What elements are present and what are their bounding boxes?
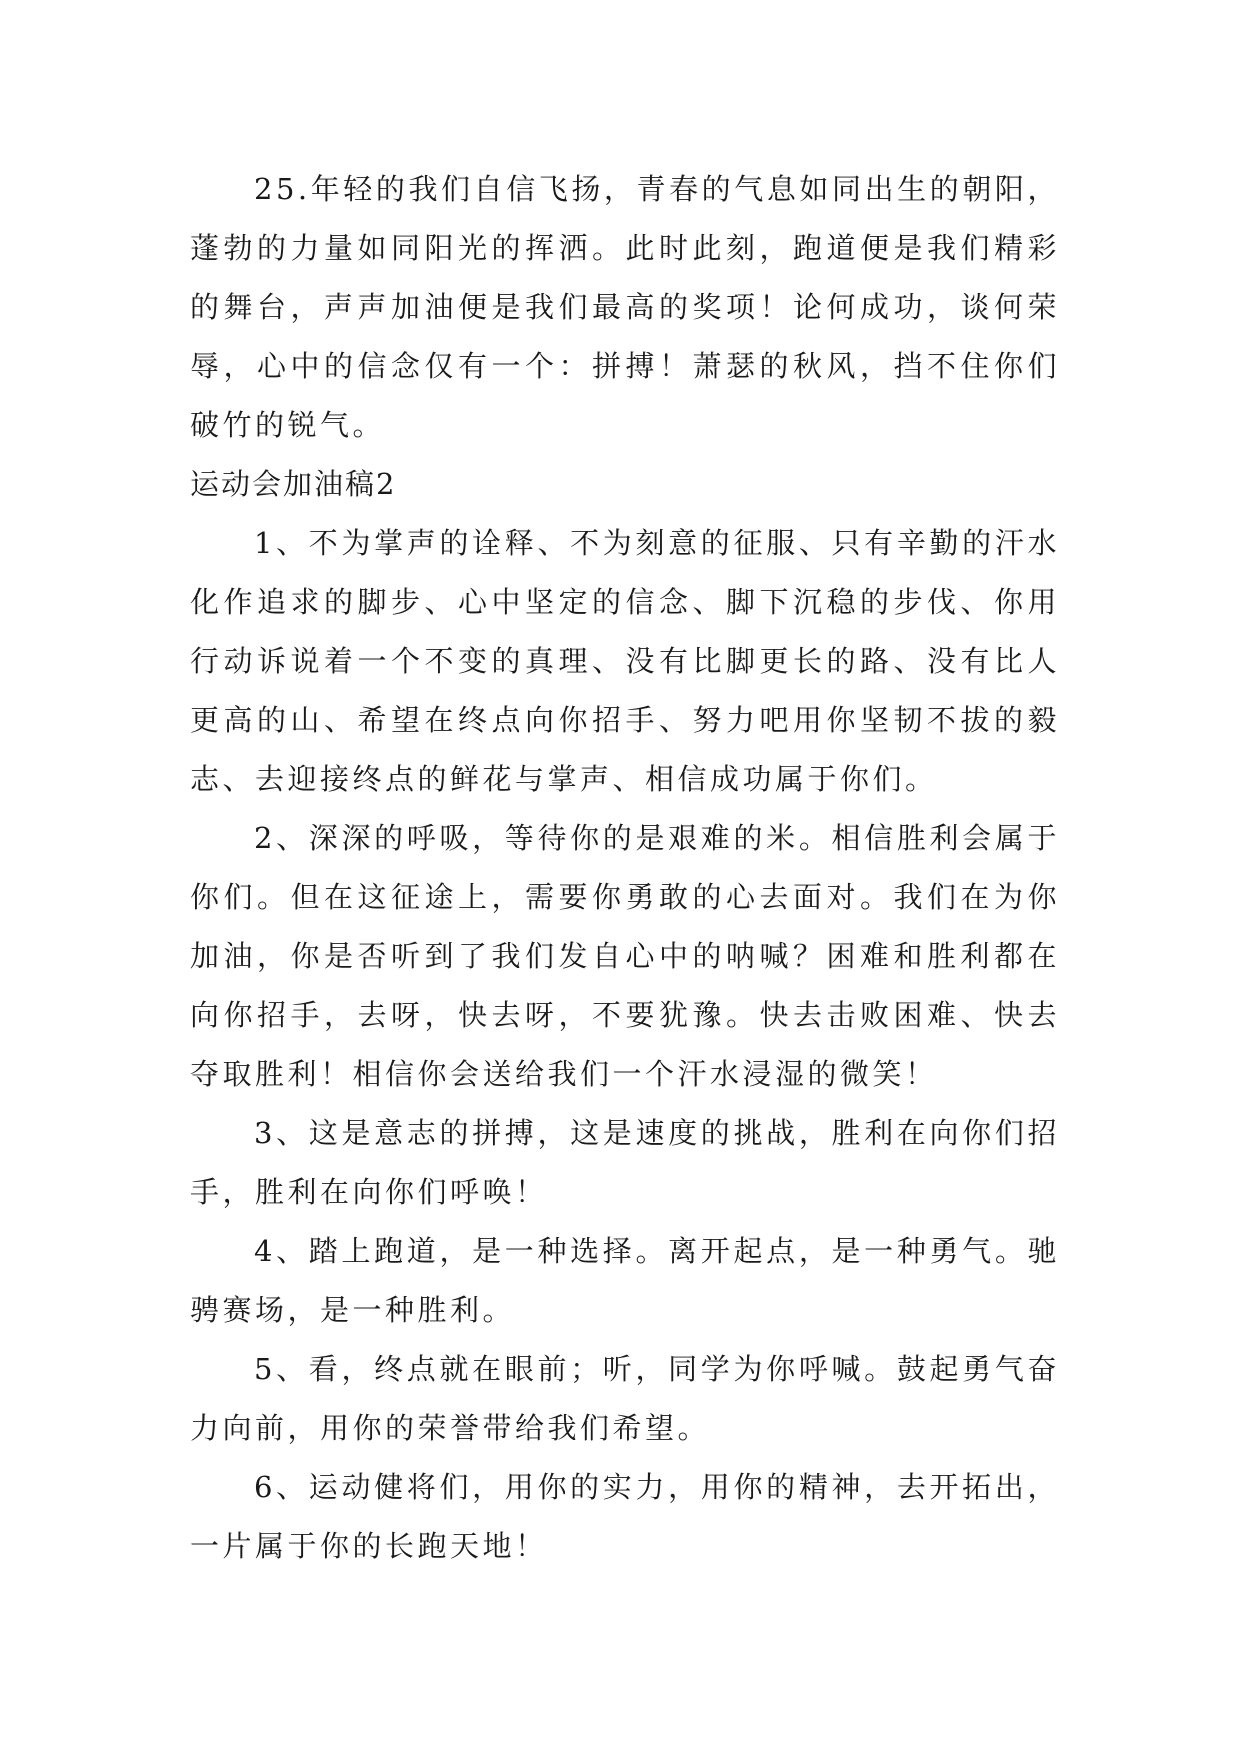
document-page <box>190 160 1060 1576</box>
paragraph-1: 1、不为掌声的诠释、不为刻意的征服、只有辛勤的汗水化作追求的脚步、心中坚定的信念、脚下沉稳的步伐、你用行动诉说着一个不变的真理、没有比脚更长的路、没有比人更高的山、希望在终点向你招手、努力吧用你坚韧不拔的毅志、去迎接终点的鲜花与掌声、相信成功属于你们。 <box>190 526 1060 796</box>
paragraph-2: 2、深深的呼吸，等待你的是艰难的米。相信胜利会属于你们。但在这征途上，需要你勇敢的心去面对。我们在为你加油，你是否听到了我们发自心中的呐喊？困难和胜利都在向你招手，去呀，快去呀，不要犹豫。快去击败困难、快去夺取胜利！相信你会送给我们一个汗水浸湿的微笑！ <box>190 821 1060 1091</box>
paragraph-5: 5、看，终点就在眼前；听，同学为你呼喊。鼓起勇气奋力向前，用你的荣誉带给我们希望。 <box>190 1352 1060 1445</box>
section-heading: 运动会加油稿2 <box>190 467 397 501</box>
paragraph-6: 6、运动健将们，用你的实力，用你的精神，去开拓出，一片属于你的长跑天地！ <box>190 1470 1060 1563</box>
intro-paragraph: 25.年轻的我们自信飞扬，青春的气息如同出生的朝阳，蓬勃的力量如同阳光的挥洒。此时此刻，跑道便是我们精彩的舞台，声声加油便是我们最高的奖项！论何成功，谈何荣辱，心中的信念仅有一个：拼搏！萧瑟的秋风，挡不住你们破竹的锐气。 <box>190 172 1060 442</box>
paragraph-4: 4、踏上跑道，是一种选择。离开起点，是一种勇气。驰骋赛场，是一种胜利。 <box>190 1234 1060 1327</box>
paragraph-3: 3、这是意志的拼搏，这是速度的挑战，胜利在向你们招手，胜利在向你们呼唤！ <box>190 1116 1060 1209</box>
